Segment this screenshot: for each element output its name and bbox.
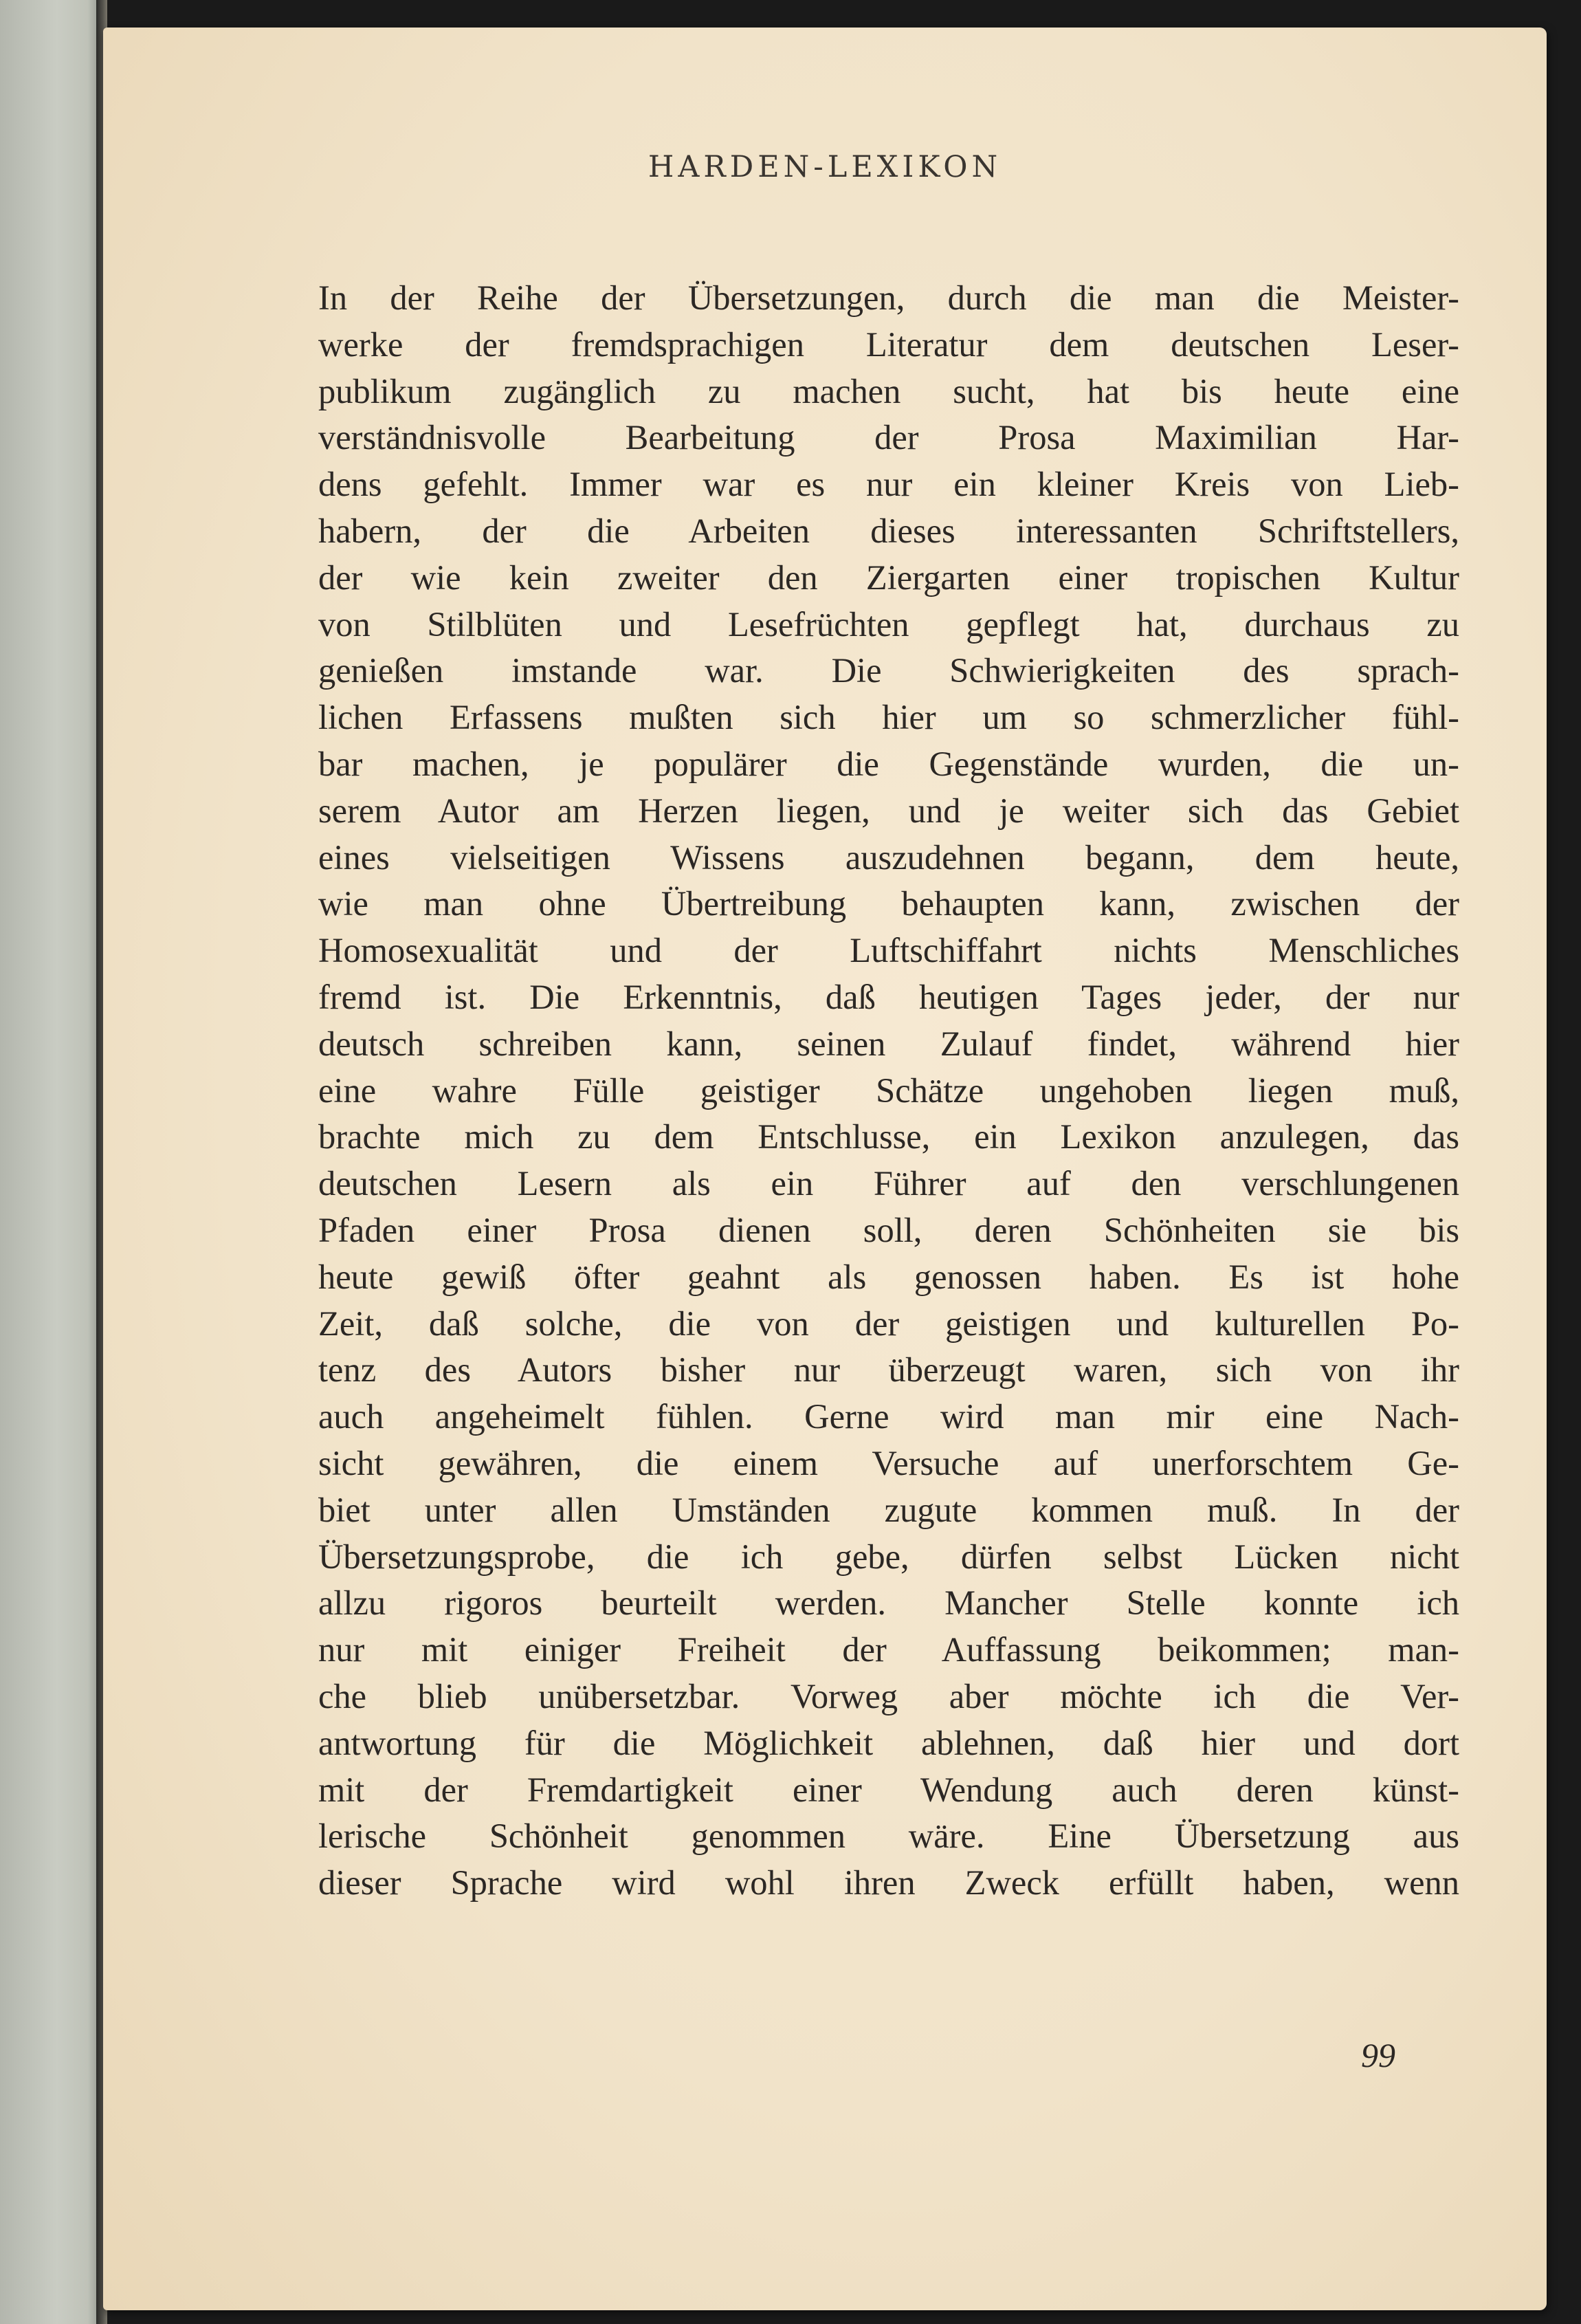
text-line: auch angeheimelt fühlen. Gerne wird man mir eine Nach- — [318, 1397, 1459, 1436]
text-line: bar machen, je populärer die Gegenstände wurden, die un- — [318, 744, 1459, 783]
body-text — [318, 275, 1459, 1907]
text-line: brachte mich zu dem Entschlusse, ein Lexikon anzulegen, das — [318, 1117, 1459, 1156]
text-line: deutschen Lesern als ein Führer auf den verschlungenen — [318, 1164, 1459, 1203]
text-line: mit der Fremdartigkeit einer Wendung auch deren künst- — [318, 1770, 1459, 1809]
text-line: dieser Sprache wird wohl ihren Zweck erfüllt haben, wenn — [318, 1863, 1459, 1903]
text-line: eine wahre Fülle geistiger Schätze ungehoben liegen muß, — [318, 1071, 1459, 1110]
text-line: lichen Erfassens mußten sich hier um so schmerzlicher fühl- — [318, 698, 1459, 737]
text-line: Pfaden einer Prosa dienen soll, deren Schönheiten sie bis — [318, 1210, 1459, 1249]
text-line: nur mit einiger Freiheit der Auffassung beikommen; man- — [318, 1630, 1459, 1669]
text-line: che blieb unübersetzbar. Vorweg aber möchte ich die Ver- — [318, 1676, 1459, 1715]
text-line: sicht gewähren, die einem Versuche auf unerforschtem Ge- — [318, 1443, 1459, 1482]
text-line: biet unter allen Umständen zugute kommen muß. In der — [318, 1490, 1459, 1529]
text-line: tenz des Autors bisher nur überzeugt waren, sich von ihr — [318, 1350, 1459, 1390]
text-line: lerische Schönheit genommen wäre. Eine Übersetzung aus — [318, 1817, 1459, 1856]
text-line: serem Autor am Herzen liegen, und je weiter sich das Gebiet — [318, 791, 1459, 830]
text-line: Homosexualität und der Luftschiffahrt nichts Menschliches — [318, 931, 1459, 970]
text-line: publikum zugänglich zu machen sucht, hat bis heute eine — [318, 371, 1459, 410]
text-line: dens gefehlt. Immer war es nur ein kleiner Kreis von Lieb- — [318, 465, 1459, 504]
text-line: wie man ohne Übertreibung behaupten kann, zwischen der — [318, 884, 1459, 923]
text-line: In der Reihe der Übersetzungen, durch die man die Meister- — [318, 278, 1459, 317]
facing-page-edge — [0, 0, 103, 2324]
text-line: deutsch schreiben kann, seinen Zulauf findet, während hier — [318, 1024, 1459, 1063]
text-line: fremd ist. Die Erkenntnis, daß heutigen Tages jeder, der nur — [318, 977, 1459, 1016]
text-line: eines vielseitigen Wissens auszudehnen begann, dem heute, — [318, 837, 1459, 877]
book-page — [103, 28, 1547, 2310]
text-line: Zeit, daß solche, die von der geistigen und kulturellen Po- — [318, 1304, 1459, 1343]
text-line: antwortung für die Möglichkeit ablehnen, daß hier und dort — [318, 1723, 1459, 1762]
text-line: genießen imstande war. Die Schwierigkeiten des sprach- — [318, 651, 1459, 690]
text-line: habern, der die Arbeiten dieses interessanten Schriftstellers, — [318, 511, 1459, 550]
text-line: der wie kein zweiter den Ziergarten einer tropischen Kultur — [318, 558, 1459, 597]
text-line: allzu rigoros beurteilt werden. Mancher Stelle konnte ich — [318, 1583, 1459, 1623]
text-line: Übersetzungsprobe, die ich gebe, dürfen selbst Lücken nicht — [318, 1537, 1459, 1576]
page-number: 99 — [1361, 2036, 1395, 2074]
text-line: werke der fremdsprachigen Literatur dem deutschen Leser- — [318, 325, 1459, 364]
running-head: HARDEN-LEXIKON — [648, 150, 1002, 184]
text-line: von Stilblüten und Lesefrüchten gepflegt hat, durchaus zu — [318, 604, 1459, 644]
text-line: heute gewiß öfter geahnt als genossen haben. Es ist hohe — [318, 1257, 1459, 1296]
text-line: verständnisvolle Bearbeitung der Prosa Maximilian Har- — [318, 418, 1459, 457]
